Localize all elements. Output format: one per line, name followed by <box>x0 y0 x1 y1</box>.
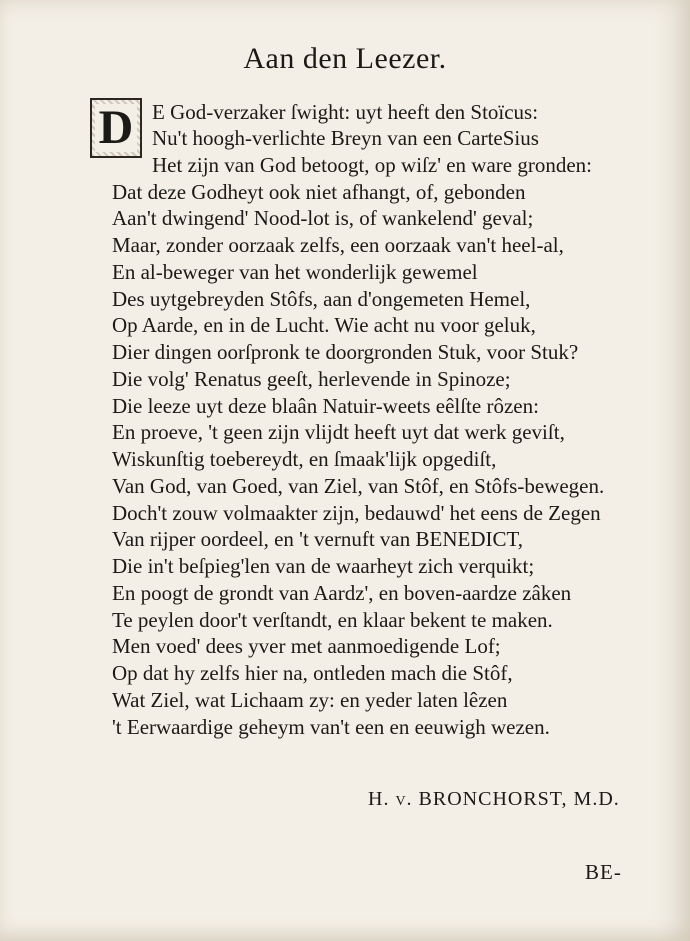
poem-line: Dat deze Godheyt ook niet afhangt, of, gebonden <box>112 180 526 204</box>
author-signature: H. v. BRONCHORST, M.D. <box>368 788 620 810</box>
poem-line: Op dat hy zelfs hier na, ontleden mach die Stôf, <box>112 661 513 685</box>
poem-line: Op Aarde, en in de Lucht. Wie acht nu voor geluk, <box>112 313 536 337</box>
page-title: Aan den Leezer. <box>243 42 447 75</box>
poem-line: En al-beweger van het wonderlijk gewemel <box>112 260 478 284</box>
poem-line: Die volg' Renatus geeſt, herlevende in Spinoze; <box>112 367 511 391</box>
poem-line: Te peylen door't verſtandt, en klaar bekent te maken. <box>112 608 553 632</box>
poem-line: Nu't hoogh-verlichte Breyn van een CarteSius <box>152 126 539 150</box>
poem-line: Doch't zouw volmaakter zijn, bedauwd' het eens de Zegen <box>112 501 601 525</box>
poem-line: En proeve, 't geen zijn vlijdt heeft uyt dat werk geviſt, <box>112 420 565 444</box>
poem-line: Aan't dwingend' Nood-lot is, of wankelend' geval; <box>112 206 534 230</box>
poem-line: Des uytgebreyden Stôfs, aan d'ongemeten Hemel, <box>112 287 531 311</box>
poem-line: Die in't beſpieg'len van de waarheyt zich verquikt; <box>112 554 535 578</box>
poem-line: Van God, van Goed, van Ziel, van Stôf, en Stôfs-bewegen. <box>112 474 605 498</box>
poem-line: 't Eerwaardige geheym van't een en eeuwigh wezen. <box>112 715 550 739</box>
poem-line: Men voed' dees yver met aanmoedigende Lof; <box>112 634 501 658</box>
poem-line: Dier dingen oorſpronk te doorgronden Stuk, voor Stuk? <box>112 340 579 364</box>
poem-line: Wiskunſtig toebereydt, en ſmaak'lijk opgediſt, <box>112 447 497 471</box>
poem-line: Wat Ziel, wat Lichaam zy: en yeder laten lêzen <box>112 688 508 712</box>
poem-line: Die leeze uyt deze blaân Natuir-weets eêlſte rôzen: <box>112 394 539 418</box>
poem-line: Van rijper oordeel, en 't vernuft van BENEDICT, <box>112 527 524 551</box>
poem-line: E God-verzaker ſwight: uyt heeft den Stoïcus: <box>152 100 539 124</box>
initial-letter: D <box>95 104 138 152</box>
decorated-initial <box>90 98 142 158</box>
poem-line: Het zijn van God betoogt, op wiſz' en ware gronden: <box>152 153 592 177</box>
catchword: BE- <box>585 860 622 884</box>
poem-line: Maar, zonder oorzaak zelfs, een oorzaak van't heel-al, <box>112 233 564 257</box>
poem-line: En poogt de grondt van Aardz', en boven-aardze zâken <box>112 581 572 605</box>
